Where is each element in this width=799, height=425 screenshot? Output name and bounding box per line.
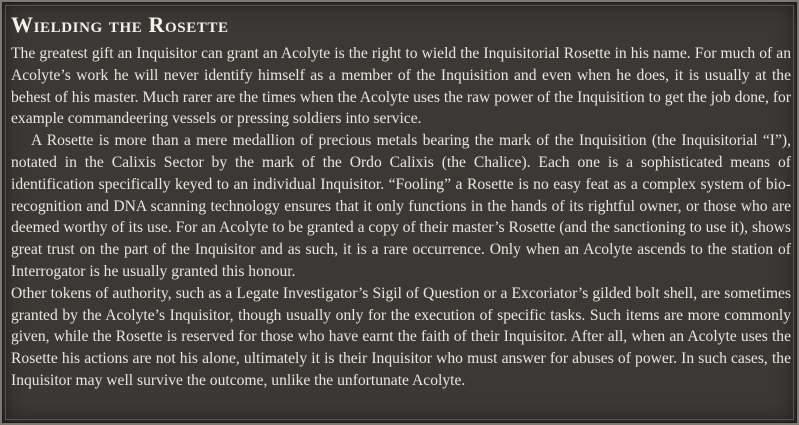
panel-content [11,10,791,392]
paragraph-rosette-description: A Rosette is more than a mere medallion of precious metals bearing the mark of the Inquisition (the Inquisitorial “I”), notated in the Calixis Sector by the mark of the Ordo Calixis (the Chalice). Each one is a sophisticated means of identification specifically keyed to an individual Inquisitor. “Fooling” a Rosette is no easy feat as a complex system of bio-recognition and DNA scanning technology ensures that it only functions in the hands of its rightful owner, or those who are deemed worthy of its use. For an Acolyte to be granted a copy of their master’s Rosette (and the sanctioning to use it), shows great trust on the part of the Inquisitor and as such, it is a rare occurrence. Only when an Acolyte ascends to the station of Interrogator is he usually granted this honour. [11,132,791,280]
section-title: Wielding the Rosette [11,12,229,37]
paragraph-rosette-gift: The greatest gift an Inquisitor can grant an Acolyte is the right to wield the Inquisitorial Rosette in his name. For much of an Acolyte’s work he will never identify himself as a member of the Inquisition and even when he does, it is usually at the behest of his master. Much rarer are the times when the Acolyte uses the raw power of the Inquisition to get the job done, for example commandeering vessels or pressing soldiers into service. [11,45,791,128]
paragraph-other-tokens: Other tokens of authority, such as a Legate Investigator’s Sigil of Question or a Excoriator’s gilded bolt shell, are sometimes granted by the Acolyte’s Inquisitor, though usually only for the execution of specific tasks. Such items are more commonly given, while the Rosette is reserved for those who have earnt the faith of their Inquisitor. After all, when an Acolyte uses the Rosette his actions are not his alone, ultimately it is their Inquisitor who must answer for abuses of power. In such cases, the Inquisitor may well survive the outcome, unlike the unfortunate Acolyte. [11,284,791,389]
